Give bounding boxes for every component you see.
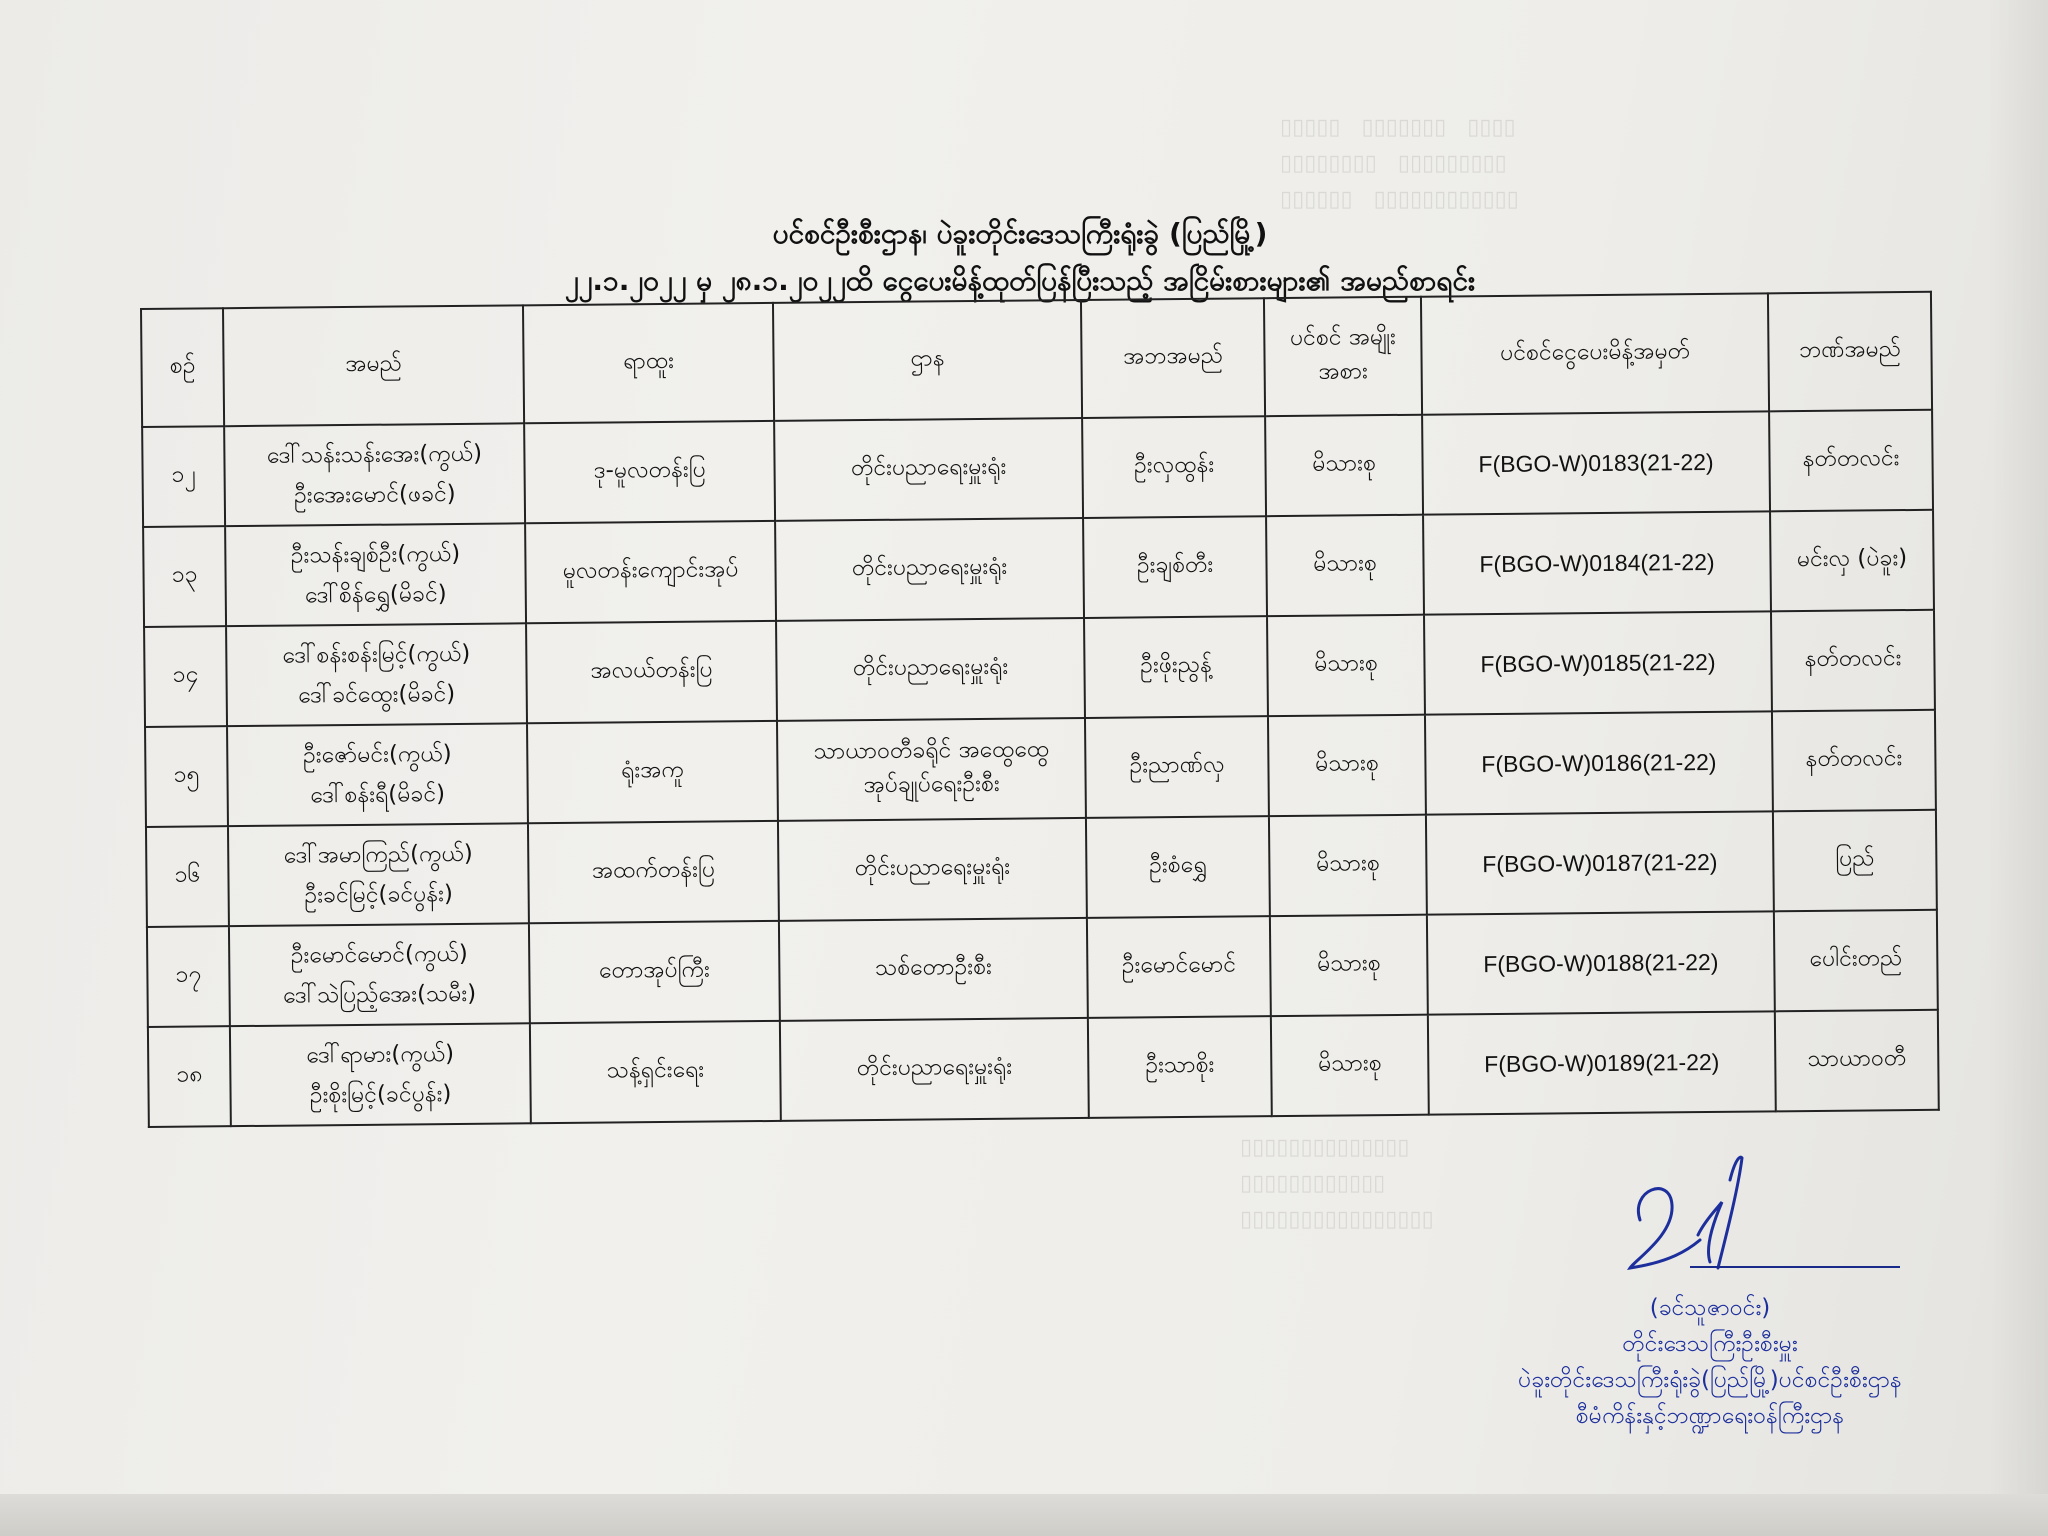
deceased-name: ဦးသန်းချစ်ဦး(ကွယ်) (290, 540, 461, 569)
pension-order-cell: F(BGO-W)0188(21-22) (1427, 911, 1775, 1014)
deceased-name: ဦးမောင်မောင်(ကွယ်) (290, 940, 468, 969)
signatory-name: (ခင်သူဇာဝင်း) (1649, 1295, 1771, 1321)
heir-name: ဒေါ်စိန်ရွှေ(မိခင်) (304, 581, 447, 609)
column-header: ဌာန (773, 300, 1082, 421)
pension-type-cell: မိသားစု (1265, 415, 1423, 517)
rank-cell: သန့်ရှင်းရေး (530, 1021, 781, 1123)
department-cell: သာယာဝတီခရိုင် အထွေထွေအုပ်ချုပ်ရေးဦးစီး (777, 718, 1086, 821)
column-header: ပင်စင်ငွေပေးမိန့်အမှတ် (1421, 293, 1769, 414)
table-row (144, 610, 1935, 727)
table-row (146, 810, 1937, 927)
row-number: ၁၈ (148, 1026, 231, 1127)
bleed-through-text: ▯▯▯▯▯ ▯▯▯▯▯▯▯ ▯▯▯▯ ▯▯▯▯▯▯▯▯ ▯▯▯▯▯▯▯▯▯ ▯▯▯▯▯▯ ▯▯▯▯▯▯▯▯▯▯▯▯ (1280, 115, 1519, 212)
signatory-ministry: စီမံကိန်းနှင့်ဘဏ္ဍာရေးဝန်ကြီးဌာန (1575, 1403, 1845, 1429)
column-header: ပင်စင် အမျိုးအစား (1264, 297, 1422, 417)
deceased-name: ဦးဇော်မင်း(ကွယ်) (302, 741, 452, 769)
signatory-title: တိုင်းဒေသကြီးဦးစီးမှူး (1622, 1331, 1798, 1357)
name-cell (224, 423, 525, 526)
bleed-through-text: ▯▯▯▯▯▯▯▯▯▯▯▯▯▯ ▯▯▯▯▯▯▯▯▯▯▯▯ ▯▯▯▯▯▯▯▯▯▯▯▯▯▯▯▯ (1240, 1135, 1434, 1232)
rank-cell: ရုံးအကူ (527, 721, 778, 823)
rank-cell: အထက်တန်းပြ (528, 821, 779, 923)
bank-cell: သာယာဝတီ (1775, 1010, 1939, 1112)
document-subtitle: ၂၂.၁.၂၀၂၂ မှ ၂၈.၁.၂၀၂၂ထိ ငွေပေးမိန့်ထုတ်ပြန်ပြီးသည့် အငြိမ်းစားများ၏ အမည်စာရင်း (564, 264, 1476, 297)
pension-order-cell: F(BGO-W)0189(21-22) (1428, 1011, 1776, 1114)
pension-order-cell: F(BGO-W)0184(21-22) (1423, 511, 1771, 614)
deceased-name: ဒေါ်အမာကြည်(ကွယ်) (283, 840, 473, 869)
column-header: အဘအမည် (1081, 298, 1265, 418)
signature-underline (1690, 1266, 1900, 1268)
bank-cell: ပေါင်းတည် (1774, 910, 1938, 1012)
rank-cell: တောအုပ်ကြီး (529, 921, 780, 1023)
name-cell (226, 623, 527, 726)
name-cell (225, 523, 526, 626)
father-name-cell: ဦးချစ်တီး (1083, 516, 1267, 618)
column-header: အမည် (223, 305, 524, 426)
pension-type-cell: မိသားစု (1271, 1015, 1429, 1117)
father-name-cell: ဦးညာဏ်လှ (1085, 716, 1269, 818)
bank-cell: နတ်တလင်း (1772, 710, 1936, 812)
department-cell: တိုင်းပညာရေးမှူးရုံး (776, 618, 1085, 721)
name-cell (227, 723, 528, 826)
deceased-name: ဒေါ်သန်းသန်းအေး(ကွယ်) (266, 440, 483, 469)
paper-shadow (1988, 0, 2048, 1536)
row-number: ၁၄ (144, 626, 227, 727)
table-header-row (141, 292, 1932, 427)
heir-name: ဦးအေးမောင်(ဖခင်) (293, 480, 456, 509)
row-number: ၁၆ (146, 826, 229, 927)
heir-name: ဒေါ်ခင်ထွေး(မိခင်) (298, 680, 456, 709)
heir-name: ဦးစိုးမြင့်(ခင်ပွန်း) (309, 1081, 452, 1109)
department-cell: တိုင်းပညာရေးမှူးရုံး (780, 1018, 1089, 1121)
name-cell (229, 923, 530, 1026)
pension-order-cell: F(BGO-W)0185(21-22) (1424, 611, 1772, 714)
pension-order-cell: F(BGO-W)0187(21-22) (1426, 811, 1774, 914)
table-row (148, 1010, 1939, 1127)
pension-type-cell: မိသားစု (1266, 515, 1424, 617)
bank-cell: ပြည် (1773, 810, 1937, 912)
table-row (142, 410, 1933, 527)
department-cell: တိုင်းပညာရေးမှူးရုံး (775, 518, 1084, 621)
department-cell: သစ်တောဦးစီး (779, 918, 1088, 1021)
table-row (145, 710, 1936, 827)
handwritten-signature (1610, 1150, 1770, 1290)
department-cell: တိုင်းပညာရေးမှူးရုံး (778, 818, 1087, 921)
row-number: ၁၇ (147, 926, 230, 1027)
signature-block (1470, 1290, 1950, 1434)
rank-cell: အလယ်တန်းပြ (526, 621, 777, 723)
rank-cell: ဒု-မူလတန်းပြ (524, 421, 775, 523)
pension-order-cell: F(BGO-W)0183(21-22) (1422, 411, 1770, 514)
document-title: ပင်စင်ဦးစီးဌာန၊ ပဲခူးတိုင်းဒေသကြီးရုံးခွဲ (ပြည်မြို့) (772, 217, 1268, 250)
father-name-cell: ဦးလှထွန်း (1082, 416, 1266, 518)
father-name-cell: ဦးစံရွှေ (1086, 816, 1270, 918)
father-name-cell: ဦးမောင်မောင် (1087, 916, 1271, 1018)
desk-surface (0, 1494, 2048, 1536)
heir-name: ဒေါ်စန်းရီ(မိခင်) (310, 781, 446, 809)
pension-type-cell: မိသားစု (1270, 915, 1428, 1017)
name-cell (230, 1023, 531, 1126)
row-number: ၁၃ (143, 526, 226, 627)
column-header: စဉ် (141, 308, 224, 427)
father-name-cell: ဦးဖိုးညွန့် (1084, 616, 1268, 718)
pension-table (140, 291, 1940, 1128)
pension-type-cell: မိသားစု (1267, 615, 1425, 717)
table-row (147, 910, 1938, 1027)
rank-cell: မူလတန်းကျောင်းအုပ် (525, 521, 776, 623)
bank-cell: နတ်တလင်း (1769, 410, 1933, 512)
heir-name: ဒေါ်သဲပြည့်အေး(သမီး) (282, 980, 477, 1009)
deceased-name: ဒေါ်စန်းစန်းမြင့်(ကွယ်) (282, 640, 471, 669)
department-cell: တိုင်းပညာရေးမှူးရုံး (774, 418, 1083, 521)
signatory-office: ပဲခူးတိုင်းဒေသကြီးရုံးခွဲ(ပြည်မြို့)ပင်စင်ဦးစီးဌာန (1518, 1367, 1902, 1393)
bank-cell: နတ်တလင်း (1771, 610, 1935, 712)
pension-type-cell: မိသားစု (1269, 815, 1427, 917)
column-header: ရာထူး (523, 303, 774, 423)
table-row (143, 510, 1934, 627)
bank-cell: မင်းလှ (ပဲခူး) (1770, 510, 1934, 612)
father-name-cell: ဦးသာစိုး (1088, 1016, 1272, 1118)
pension-type-cell: မိသားစု (1268, 715, 1426, 817)
row-number: ၁၂ (142, 426, 225, 527)
deceased-name: ဒေါ်ရာမား(ကွယ်) (306, 1041, 455, 1069)
column-header: ဘဏ်အမည် (1768, 292, 1932, 412)
heir-name: ဦးခင်မြင့်(ခင်ပွန်း) (304, 881, 454, 909)
name-cell (228, 823, 529, 926)
pension-order-cell: F(BGO-W)0186(21-22) (1425, 711, 1773, 814)
row-number: ၁၅ (145, 726, 228, 827)
